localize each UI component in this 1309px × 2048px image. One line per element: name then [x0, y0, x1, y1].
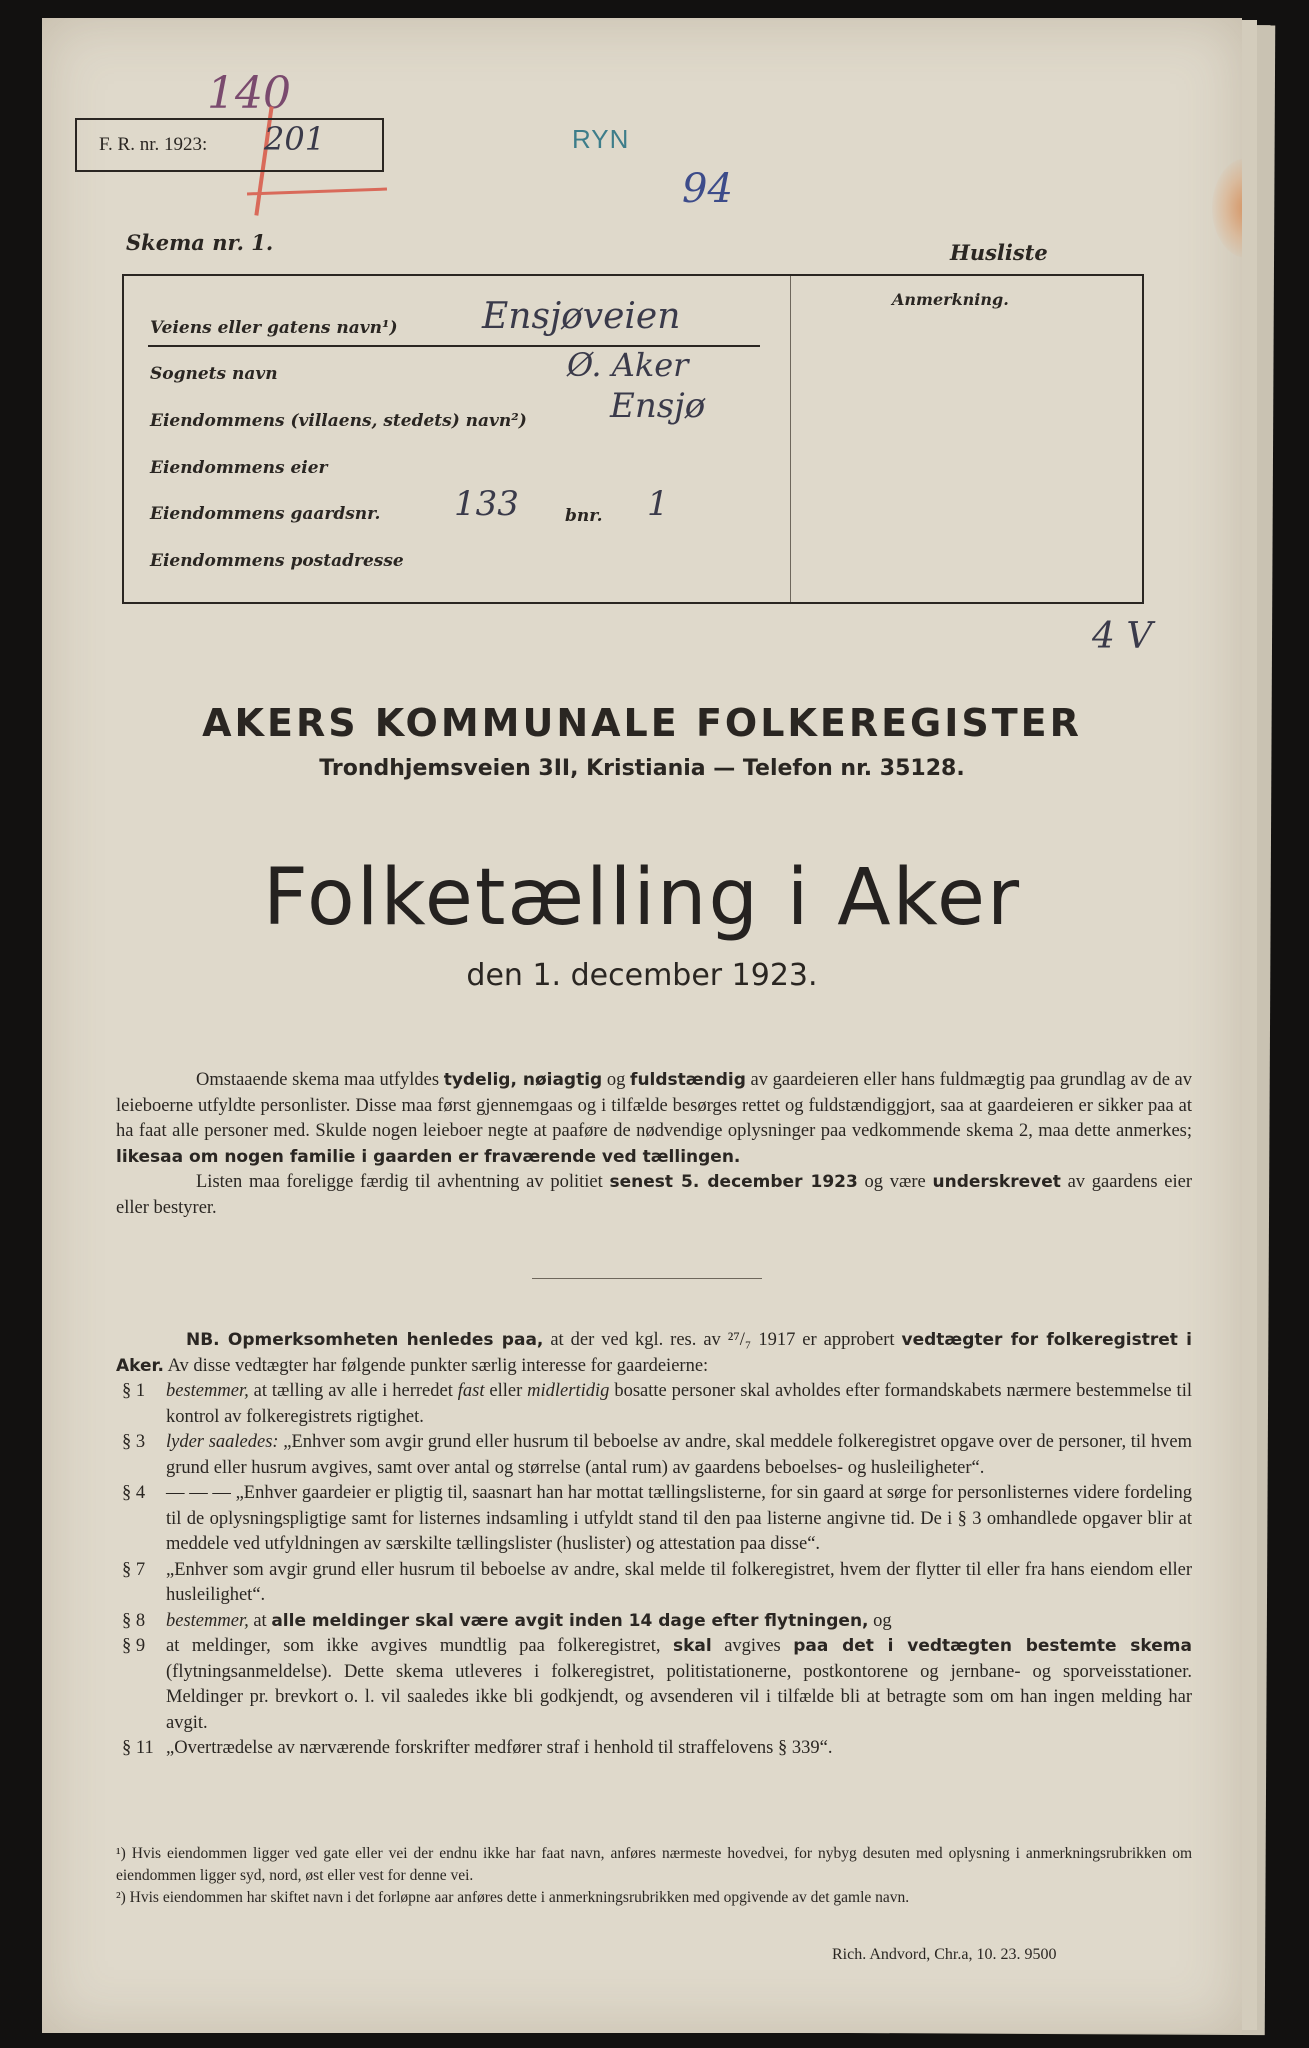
footnote-2: ²) Hvis eiendommen har skiftet navn i det forløpne aar anføres dette i anmerkningsrubrikken med opgivende av det gamle navn. [116, 1889, 910, 1906]
section-1-body [166, 1379, 1192, 1430]
s1-a: bestemmer, [166, 1381, 249, 1401]
top-handwritten-number: 140 [207, 68, 291, 119]
fr-number-handwritten: 201 [264, 120, 326, 158]
nb-lead-bold-2: vedtægter for folkeregistret i Aker. [116, 1330, 1192, 1376]
p1-d: av gaardeieren eller hans fuldmægtig paa grundlag av de av leieboerne utfyldte personlister. Disse maa først gjennemgaas og i tilfælde besørges rettet og fuldstændiggjort, saa at gaardeieren er sikker paa at ha faat alle personer med. Skulde nogen leieboer negte at paaføre de nødvendige oplysninger paa vedkommende skema 2, maa dette anmerkes; [116, 1070, 1193, 1141]
bnr-value: 1 [647, 484, 669, 524]
gaardsnr-label: Eiendommens gaardsnr. [150, 504, 381, 524]
anmerkning-label: Anmerkning. [892, 290, 1009, 309]
eiendommens-navn-label: Eiendommens (villaens, stedets) navn²) [150, 411, 527, 431]
census-date: den 1. december 1923. [466, 958, 818, 993]
s8-a: bestemmer, [166, 1610, 249, 1631]
section-9 [116, 1634, 1192, 1736]
s8-b: at [248, 1610, 272, 1631]
s9-a: at meldinger, som ikke avgives mundtlig paa folkeregistret, [166, 1636, 673, 1656]
section-8-body [166, 1609, 1192, 1635]
section-3-body [166, 1430, 1192, 1481]
fr-label: F. R. nr. 1923: [99, 134, 208, 155]
p2-bold-1: senest 5. december 1923 [609, 1172, 858, 1192]
s1-c: fast [457, 1381, 485, 1401]
s9-bold-2: paa det i vedtægten bestemte skema [793, 1636, 1192, 1656]
section-3 [116, 1430, 1192, 1481]
ryn-stamp: RYN [572, 124, 630, 154]
s9-bold-1: skal [673, 1636, 712, 1656]
printer-imprint: Rich. Andvord, Chr.a, 10. 23. 9500 [832, 1946, 1057, 1963]
nb-lead-bold: NB. Opmerksomheten henledes paa, [186, 1330, 544, 1350]
instructions [116, 1068, 1192, 1221]
fr-number-box [75, 118, 384, 172]
section-8-number: § 8 [122, 1610, 146, 1631]
section-11-number: § 11 [122, 1738, 154, 1758]
age-stain [1212, 158, 1242, 258]
org-address: Trondhjemsveien 3II, Kristiania — Telefon nr. 35128. [319, 756, 965, 781]
eier-label: Eiendommens eier [150, 458, 328, 478]
instructions-p2 [116, 1170, 1192, 1221]
p2-bold-2: underskrevet [932, 1172, 1061, 1192]
census-form-page [42, 18, 1242, 2033]
p1-bold-3: likesaa om nogen familie i gaarden er fraværende ved tællingen. [116, 1146, 741, 1167]
footnotes [116, 1843, 1192, 1909]
section-7 [116, 1558, 1192, 1609]
handwritten-94: 94 [682, 166, 733, 212]
org-title: AKERS KOMMUNALE FOLKEREGISTER [202, 701, 1082, 745]
section-11 [116, 1736, 1192, 1762]
main-title: Folketælling i Aker [262, 853, 1022, 943]
s8-bold: alle meldinger skal være avgit inden 14 dage efter flytningen, [271, 1610, 869, 1631]
instructions-p1 [116, 1068, 1192, 1170]
postadresse-label: Eiendommens postadresse [150, 551, 404, 571]
section-4-number: § 4 [122, 1483, 146, 1503]
nb-lead-d: Av disse vedtægter har følgende punkter særlig interesse for gaardeierne: [163, 1355, 709, 1376]
nb-section [116, 1328, 1192, 1762]
s9-e: (flytningsanmeldelse). Dette skema utleveres i folkeregistret, politistationerne, postkontorene og jernbane- og sporveisstationer. Meldinger pr. brevkort o. l. vil saaledes ikke bli godkjendt, og avsenderen vil i tilfælde bli at betragte som om han ingen melding har avgit. [166, 1661, 1192, 1733]
red-pencil-underline [247, 188, 387, 196]
section-1-number: § 1 [122, 1381, 146, 1401]
sognets-label: Sognets navn [150, 364, 278, 384]
box-divider [790, 276, 791, 602]
margin-note: 4 V [1092, 616, 1153, 657]
gaardsnr-value: 133 [454, 484, 519, 524]
s8-d: og [868, 1610, 892, 1631]
p2-a: Listen maa foreligge færdig til avhentning av politiet [196, 1172, 610, 1192]
section-1 [116, 1379, 1192, 1430]
separator-line [532, 1278, 762, 1279]
section-9-number: § 9 [122, 1636, 146, 1656]
s3-a: lyder saaledes: [166, 1432, 279, 1452]
footnote-1: ¹) Hvis eiendommen ligger ved gate eller vei der endnu ikke har faat navn, anføres nærmeste hovedvei, for nybyg desuten med oplysning i anmerkningsrubrikken om eiendommen ligger syd, nord, øst eller vest for denne vei. [116, 1845, 1192, 1884]
p2-c: og være [857, 1172, 933, 1192]
veiens-value: Ensjøveien [482, 296, 681, 337]
section-4 [116, 1481, 1192, 1558]
eiendommens-navn-value: Ensjø [610, 386, 706, 426]
sognets-value: Ø. Aker [567, 346, 689, 384]
s1-b: at tælling av alle i herredet [248, 1381, 458, 1401]
s9-c: avgives [711, 1636, 794, 1656]
section-9-body [166, 1634, 1192, 1736]
section-8 [116, 1609, 1192, 1635]
p2-e: av gaardens eier eller bestyrer. [116, 1172, 1192, 1218]
s1-e: midlertidig [527, 1381, 610, 1401]
section-7-body: „Enhver som avgir grund eller husrum til beboelse av andre, skal melde til folkeregistret, hvem der flytter til eller fra hans eiendom eller husleilighet“. [166, 1559, 1192, 1605]
p1-a: Omstaaende skema maa utfyldes [196, 1070, 444, 1090]
p1-bold-1: tydelig, nøiagtig [443, 1070, 603, 1090]
section-4-body: — — — „Enhver gaardeier er pligtig til, saasnart han har mottat tællingslisterne, for sin gaard at sørge for personlisternes videre fordeling til de oplysningspligtige samt for listernes indsamling i utfyldt stand til den paa listerne angivne tid. De i § 3 omhandlede opgaver blir at meddele ved utfyldningen av særskilte tællingslister (huslister) og attestation paa disse“. [166, 1483, 1192, 1554]
section-7-number: § 7 [122, 1559, 146, 1580]
bnr-label: bnr. [565, 506, 603, 526]
s1-d: eller [484, 1381, 528, 1401]
p1-c: og [602, 1070, 631, 1090]
husliste-label: Husliste [950, 240, 1048, 265]
skema-label: Skema nr. 1. [126, 230, 274, 255]
nb-lead-b: at der ved kgl. res. av ²⁷/₇ 1917 er approbert [543, 1330, 902, 1350]
veiens-label: Veiens eller gatens navn¹) [150, 318, 398, 338]
p1-bold-2: fuldstændig [630, 1070, 746, 1090]
section-11-body: „Overtrædelse av nærværende forskrifter medfører straf i henhold til straffelovens § 339“. [166, 1738, 833, 1758]
nb-lead [116, 1328, 1192, 1379]
s3-b: „Enhver som avgir grund eller husrum til beboelse av andre, skal meddele folkeregistret opgave over de personer, til hvem grund eller husrum avgives, samt over antal og størrelse (antal rum) av gaardens beboelses- og husleiligheter“. [166, 1432, 1192, 1478]
section-3-number: § 3 [122, 1432, 146, 1452]
s1-f: bosatte personer skal avholdes efter formandskabets nærmere bestemmelse til kontrol av folkeregistrets rigtighet. [166, 1381, 1192, 1427]
